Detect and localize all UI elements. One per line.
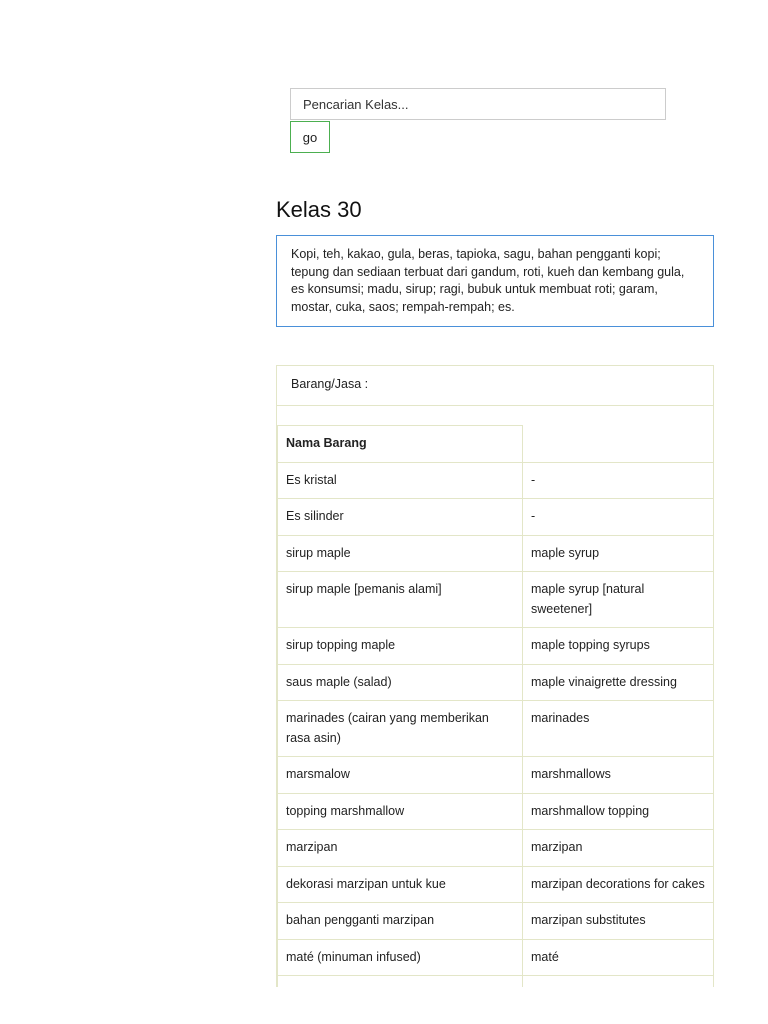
table-row xyxy=(278,664,715,701)
cell-english: marzipan xyxy=(523,830,715,867)
cell-name: Es silinder xyxy=(278,499,523,536)
table-row xyxy=(278,628,715,665)
cell-english xyxy=(523,976,715,988)
search-input[interactable] xyxy=(290,88,666,120)
cell-english: marzipan decorations for cakes xyxy=(523,866,715,903)
class-description: Kopi, teh, kakao, gula, beras, tapioka, sagu, bahan pengganti kopi; tepung dan sediaan terbuat dari gandum, roti, kueh dan kembang gula, es konsumsi; madu, sirup; ragi, bubuk untuk membuat roti; garam, mostar, cuka, saos; rempah-rempah; es. xyxy=(276,235,714,327)
table-row xyxy=(278,757,715,794)
table-row xyxy=(278,535,715,572)
column-header-name: Nama Barang xyxy=(278,426,523,463)
cell-name: dekorasi marzipan untuk kue xyxy=(278,866,523,903)
table-row xyxy=(278,793,715,830)
cell-name: sirup maple [pemanis alami] xyxy=(278,572,523,628)
cell-name: topping marshmallow xyxy=(278,793,523,830)
table-row xyxy=(278,572,715,628)
cell-name: marinades (cairan yang memberikan rasa asin) xyxy=(278,701,523,757)
cell-name: marsmalow xyxy=(278,757,523,794)
table-row xyxy=(278,499,715,536)
cell-name: maté (minuman infused) xyxy=(278,939,523,976)
go-button[interactable]: go xyxy=(290,121,330,153)
cell-name: sirup maple xyxy=(278,535,523,572)
cell-english: maple syrup xyxy=(523,535,715,572)
cell-english: maple topping syrups xyxy=(523,628,715,665)
cell-name: sirup topping maple xyxy=(278,628,523,665)
cell-name: bahan pengganti marzipan xyxy=(278,903,523,940)
cell-english: - xyxy=(523,462,715,499)
cell-english: - xyxy=(523,499,715,536)
cell-english: marshmallow topping xyxy=(523,793,715,830)
cell-name: marzipan xyxy=(278,830,523,867)
column-header-empty xyxy=(523,426,715,463)
cell-english: marzipan substitutes xyxy=(523,903,715,940)
table-row xyxy=(278,462,715,499)
cell-english: maple syrup [natural sweetener] xyxy=(523,572,715,628)
table-row xyxy=(278,830,715,867)
panel-heading: Barang/Jasa : xyxy=(277,366,713,406)
cell-english: maple vinaigrette dressing xyxy=(523,664,715,701)
goods-table xyxy=(277,425,714,987)
page-title: Kelas 30 xyxy=(276,197,362,222)
table-row xyxy=(278,939,715,976)
table-row xyxy=(278,976,715,988)
goods-panel xyxy=(276,365,714,987)
cell-english: maté xyxy=(523,939,715,976)
table-row xyxy=(278,701,715,757)
table-row xyxy=(278,866,715,903)
cell-name: saus maple (salad) xyxy=(278,664,523,701)
cell-name: Es kristal xyxy=(278,462,523,499)
table-row xyxy=(278,903,715,940)
cell-english: marinades xyxy=(523,701,715,757)
cell-name xyxy=(278,976,523,988)
table-header-row xyxy=(278,426,715,463)
cell-english: marshmallows xyxy=(523,757,715,794)
